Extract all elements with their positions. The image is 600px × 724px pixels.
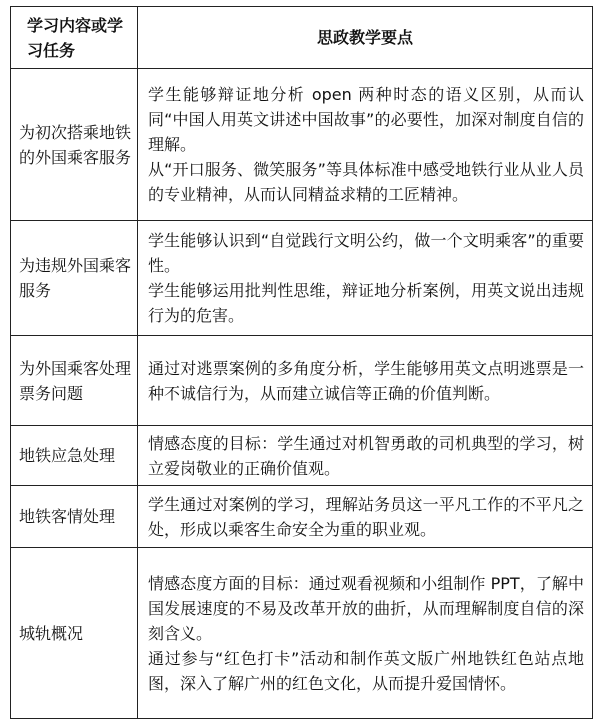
- task-cell: 城轨概况: [11, 548, 138, 719]
- task-cell: 地铁应急处理: [11, 426, 138, 486]
- table-header-row: [11, 7, 593, 69]
- point-paragraph: 从“开口服务、微笑服务”等具体标准中感受地铁行业从业人员的专业精神，从而认同精益求精的工匠精神。: [148, 160, 584, 204]
- point-paragraph: 学生能够辩证地分析 open 两种时态的语义区别，从而认同“中国人用英文讲述中国故事”的必要性，加深对制度自信的理解。: [148, 85, 584, 154]
- point-paragraph: 通过参与“红色打卡”活动和制作英文版广州地铁红色站点地图，深入了解广州的红色文化，从而提升爱国情怀。: [148, 648, 584, 693]
- point-paragraph: 情感态度的目标：学生通过对机智勇敢的司机典型的学习，树立爱岗敬业的正确价值观。: [148, 433, 584, 478]
- points-cell: [138, 426, 593, 486]
- table-row: [11, 221, 593, 336]
- points-cell: [138, 486, 593, 548]
- points-cell: [138, 548, 593, 719]
- task-cell: 为初次搭乘地铁的外国乘客服务: [11, 69, 138, 221]
- header-teaching-points: 思政教学要点: [138, 7, 593, 69]
- table-row: [11, 426, 593, 486]
- point-paragraph: 通过对逃票案例的多角度分析，学生能够用英文点明逃票是一种不诚信行为，从而建立诚信等正确的价值判断。: [148, 358, 584, 403]
- task-cell: 地铁客情处理: [11, 486, 138, 548]
- table-row: [11, 548, 593, 719]
- point-paragraph: 学生能够运用批判性思维，辩证地分析案例，用英文说出违规行为的危害。: [148, 281, 584, 325]
- task-cell: 为外国乘客处理票务问题: [11, 336, 138, 426]
- ideology-teaching-table: [10, 6, 593, 719]
- header-learning-task: 学习内容或学习任务: [11, 7, 138, 69]
- task-cell: 为违规外国乘客服务: [11, 221, 138, 336]
- point-paragraph: 学生能够认识到“自觉践行文明公约，做一个文明乘客”的重要性。: [148, 231, 584, 275]
- point-paragraph: 情感态度方面的目标：通过观看视频和小组制作 PPT，了解中国发展速度的不易及改革开放的曲折，从而理解制度自信的深刻含义。: [148, 573, 584, 643]
- point-paragraph: 学生通过对案例的学习，理解站务员这一平凡工作的不平凡之处，形成以乘客生命安全为重的职业观。: [148, 494, 584, 539]
- points-cell: [138, 69, 593, 221]
- points-cell: [138, 221, 593, 336]
- table-row: [11, 336, 593, 426]
- table-row: [11, 69, 593, 221]
- points-cell: [138, 336, 593, 426]
- table-row: [11, 486, 593, 548]
